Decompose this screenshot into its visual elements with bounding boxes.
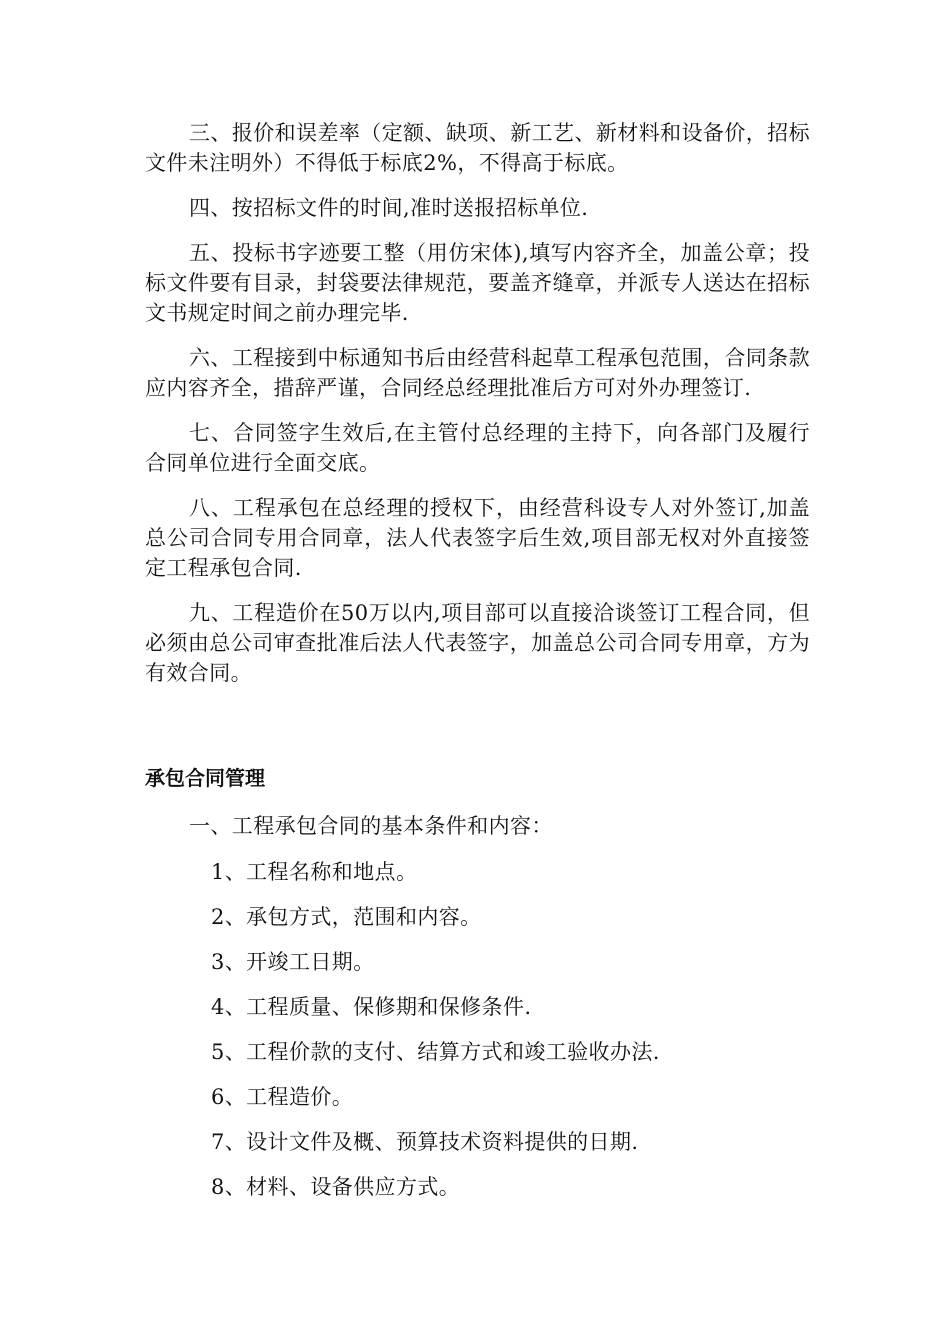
paragraph-7: 七、合同签字生效后,在主管付总经理的主持下，向各部门及履行合同单位进行全面交底。 [145,421,810,475]
section-gap [145,703,810,763]
paragraph-4: 四、按招标文件的时间,准时送报招标单位. [189,196,589,220]
list-item: 8、材料、设备供应方式。 [211,1175,461,1199]
list-item: 6、工程造价。 [211,1085,354,1109]
paragraph-6: 六、工程接到中标通知书后由经营科起草工程承包范围，合同条款应内容齐全，措辞严谨，合同经总经理批准后方可对外办理签订. [145,346,810,400]
list-item: 4、工程质量、保修期和保修条件. [211,995,532,1019]
list-item: 2、承包方式，范围和内容。 [211,905,482,929]
paragraph-3: 三、报价和误差率（定额、缺项、新工艺、新材料和设备价，招标文件未注明外）不得低于标底2%，不得高于标底。 [145,121,810,175]
document-body [145,118,810,1217]
paragraph-5: 五、投标书字迹要工整（用仿宋体),填写内容齐全，加盖公章；投标文件要有目录，封袋要法律规范，要盖齐缝章，并派专人送达在招标文书规定时间之前办理完毕. [145,241,810,325]
list-item: 5、工程价款的支付、结算方式和竣工验收办法. [211,1040,660,1064]
list-item: 1、工程名称和地点。 [211,860,418,884]
paragraph-8: 八、工程承包在总经理的授权下，由经营科设专人对外签订,加盖总公司合同专用合同章，法人代表签字后生效,项目部无权对外直接签定工程承包合同. [145,496,810,580]
list-item: 7、设计文件及概、预算技术资料提供的日期. [211,1130,639,1154]
section-title: 承包合同管理 [145,766,265,790]
section-subtitle: 一、工程承包合同的基本条件和内容： [189,814,553,838]
paragraph-9: 九、工程造价在50万以内,项目部可以直接洽谈签订工程合同，但必须由总公司审查批准后法人代表签字，加盖总公司合同专用章，方为有效合同。 [145,601,810,685]
list-item: 3、开竣工日期。 [211,950,375,974]
